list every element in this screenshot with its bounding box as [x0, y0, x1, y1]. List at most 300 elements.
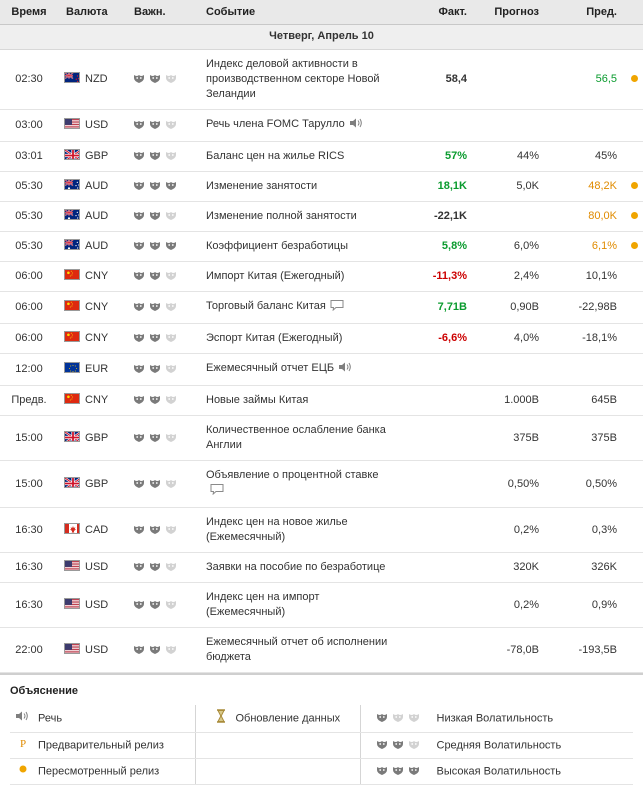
event-currency [58, 292, 126, 324]
event-forecast: 375B [475, 416, 547, 461]
flag-icon [64, 431, 80, 442]
event-forecast: -78,0B [475, 628, 547, 673]
event-importance [126, 232, 198, 262]
event-currency [58, 110, 126, 142]
volatility-bulls [375, 711, 437, 726]
event-name: Торговый баланс Китая [206, 300, 326, 312]
event-time: 22:00 [0, 628, 58, 673]
preliminary-release-icon [12, 737, 34, 754]
volatility-bull-icon [148, 240, 162, 252]
event-actual [403, 416, 475, 461]
volatility-bull-icon [148, 332, 162, 344]
currency-code: EUR [85, 363, 109, 375]
event-previous: 80,0K [547, 202, 625, 232]
event-forecast: 6,0% [475, 232, 547, 262]
event-previous: 326K [547, 553, 625, 583]
event-name: Эспорт Китая (Ежегодный) [206, 332, 343, 344]
event-time: 06:00 [0, 292, 58, 324]
event-marker-cell [625, 202, 643, 232]
event-importance [126, 583, 198, 628]
volatility-bull-icon [164, 119, 178, 131]
event-importance [126, 386, 198, 416]
event-time: 02:30 [0, 50, 58, 110]
event-actual [403, 508, 475, 553]
event-importance [126, 50, 198, 110]
table-row[interactable] [0, 50, 643, 110]
currency-code: USD [85, 598, 109, 611]
event-importance [126, 628, 198, 673]
event-previous: 10,1% [547, 262, 625, 292]
event-time: 03:00 [0, 110, 58, 142]
flag-icon [64, 560, 80, 571]
volatility-bull-icon [164, 240, 178, 252]
volatility-bull-icon [132, 394, 146, 406]
legend-label: Обновление данных [235, 712, 341, 725]
event-importance [126, 110, 198, 142]
event-name: Изменение полной занятости [206, 210, 357, 222]
flag-icon [64, 300, 80, 311]
event-name-cell[interactable] [198, 461, 403, 508]
event-currency [58, 324, 126, 354]
flag-icon [64, 179, 80, 190]
event-actual [403, 386, 475, 416]
event-previous: 0,3% [547, 508, 625, 553]
event-name: Баланс цен на жилье RICS [206, 150, 345, 162]
currency-code: USD [85, 561, 109, 573]
event-previous: 56,5 [547, 50, 625, 110]
volatility-bull-icon [148, 210, 162, 222]
volatility-bull-icon [132, 644, 146, 656]
legend-item [360, 705, 633, 733]
currency-code: GBP [85, 431, 109, 444]
day-label: Четверг, Апрель 10 [0, 25, 643, 50]
volatility-bull-icon [164, 150, 178, 162]
legend-title: Объяснение [10, 685, 79, 697]
event-currency [58, 583, 126, 628]
comment-icon[interactable] [210, 483, 224, 500]
event-name-cell[interactable] [198, 628, 403, 673]
currency-code: CNY [85, 332, 109, 344]
event-time: 16:30 [0, 508, 58, 553]
event-forecast: 2,4% [475, 262, 547, 292]
event-name-cell[interactable] [198, 142, 403, 172]
volatility-bull-icon [132, 599, 146, 611]
currency-code: AUD [85, 180, 109, 192]
event-name-cell[interactable] [198, 172, 403, 202]
event-previous: -193,5B [547, 628, 625, 673]
event-name-cell[interactable] [198, 583, 403, 628]
volatility-bull-icon [132, 270, 146, 282]
event-currency [58, 50, 126, 110]
volatility-bull-icon [132, 432, 146, 444]
event-time: 06:00 [0, 324, 58, 354]
table-row[interactable] [0, 202, 643, 232]
event-time: 06:00 [0, 262, 58, 292]
table-row[interactable] [0, 416, 643, 461]
event-forecast: 44% [475, 142, 547, 172]
hourglass-icon [210, 709, 232, 728]
table-row[interactable] [0, 508, 643, 553]
event-actual [403, 354, 475, 386]
event-forecast [475, 354, 547, 386]
revised-release-icon [631, 212, 638, 219]
volatility-bull-icon [148, 524, 162, 536]
event-name: Индекс деловой активности в производственном секторе Новой Зеландии [206, 58, 380, 100]
volatility-bull-icon [132, 363, 146, 375]
currency-code: USD [85, 119, 109, 131]
event-time: 15:00 [0, 461, 58, 508]
event-previous: 375B [547, 416, 625, 461]
volatility-bull-icon [164, 270, 178, 282]
event-previous [547, 354, 625, 386]
currency-code: CNY [85, 270, 109, 282]
event-actual: -22,1K [403, 202, 475, 232]
legend-label: Предварительный релиз [38, 739, 164, 752]
event-name-cell[interactable] [198, 553, 403, 583]
flag-icon [64, 118, 80, 129]
flag-icon [64, 477, 80, 488]
volatility-bull-icon [148, 394, 162, 406]
day-separator-row [0, 25, 643, 50]
speech-icon [12, 710, 34, 727]
volatility-bull-icon [132, 478, 146, 490]
volatility-bull-icon [148, 561, 162, 573]
legend-row [10, 759, 633, 785]
event-currency [58, 232, 126, 262]
event-previous: -22,98B [547, 292, 625, 324]
legend-label: Пересмотренный релиз [38, 765, 160, 778]
volatility-bull-icon [164, 432, 178, 444]
legend-label: Высокая Волатильность [436, 765, 561, 778]
currency-code: CNY [85, 301, 109, 313]
event-name-cell[interactable] [198, 416, 403, 461]
event-name: Изменение занятости [206, 180, 318, 192]
volatility-bull-icon [148, 301, 162, 313]
event-marker-cell [625, 50, 643, 110]
event-currency [58, 202, 126, 232]
column-header-forecast[interactable]: Прогноз [475, 0, 547, 25]
event-importance [126, 292, 198, 324]
volatility-bull-icon [148, 150, 162, 162]
event-importance [126, 354, 198, 386]
legend-item [360, 759, 633, 785]
event-actual: 18,1K [403, 172, 475, 202]
volatility-bull-icon [375, 765, 389, 777]
volatility-bull-icon [391, 712, 405, 724]
table-row[interactable] [0, 110, 643, 142]
volatility-bull-icon [407, 765, 421, 777]
event-name-cell[interactable] [198, 292, 403, 324]
event-marker-cell [625, 292, 643, 324]
event-name: Импорт Китая (Ежегодный) [206, 270, 345, 282]
speech-icon[interactable] [338, 361, 352, 378]
event-forecast: 4,0% [475, 324, 547, 354]
event-actual: -6,6% [403, 324, 475, 354]
volatility-bull-icon [148, 73, 162, 85]
table-row[interactable] [0, 262, 643, 292]
event-currency [58, 386, 126, 416]
volatility-bull-icon [148, 644, 162, 656]
legend-item [10, 759, 195, 785]
flag-icon [64, 149, 80, 160]
event-marker-cell [625, 324, 643, 354]
currency-code: AUD [85, 240, 109, 252]
legend-label: Средняя Волатильность [436, 739, 562, 752]
legend-item-empty [195, 733, 360, 759]
volatility-bull-icon [132, 332, 146, 344]
volatility-bull-icon [132, 240, 146, 252]
event-time: 05:30 [0, 202, 58, 232]
legend-table [10, 705, 633, 785]
event-previous: 0,50% [547, 461, 625, 508]
event-actual [403, 583, 475, 628]
event-marker-cell [625, 110, 643, 142]
volatility-bull-icon [164, 394, 178, 406]
event-name: Коэффициент безработицы [206, 240, 349, 252]
column-header-importance[interactable]: Важн. [126, 0, 198, 25]
event-name-cell[interactable] [198, 508, 403, 553]
event-name: Индекс цен на новое жилье (Ежемесячный) [206, 516, 348, 543]
event-name-cell[interactable] [198, 50, 403, 110]
volatility-bull-icon [164, 73, 178, 85]
table-row[interactable] [0, 232, 643, 262]
volatility-bull-icon [375, 712, 389, 724]
table-row[interactable] [0, 386, 643, 416]
volatility-bull-icon [132, 73, 146, 85]
event-name: Количественное ослабление банка Англии [206, 424, 386, 451]
table-row[interactable] [0, 461, 643, 508]
event-marker-cell [625, 628, 643, 673]
event-name-cell[interactable] [198, 110, 403, 142]
event-name: Новые займы Китая [206, 394, 309, 406]
event-marker-cell [625, 508, 643, 553]
table-row[interactable] [0, 354, 643, 386]
volatility-bull-icon [164, 599, 178, 611]
volatility-bull-icon [148, 119, 162, 131]
table-row[interactable] [0, 324, 643, 354]
table-row[interactable] [0, 142, 643, 172]
volatility-bull-icon [148, 432, 162, 444]
table-row[interactable] [0, 628, 643, 673]
flag-icon [64, 331, 80, 342]
legend-row [10, 705, 633, 733]
currency-code: GBP [85, 150, 109, 162]
event-time: 12:00 [0, 354, 58, 386]
volatility-bull-icon [164, 301, 178, 313]
event-forecast: 5,0K [475, 172, 547, 202]
event-currency [58, 172, 126, 202]
volatility-bull-icon [132, 180, 146, 192]
event-time: 15:00 [0, 416, 58, 461]
column-header-event[interactable]: Событие [198, 0, 403, 25]
flag-icon [64, 643, 80, 654]
revised-release-icon [631, 75, 638, 82]
event-currency [58, 508, 126, 553]
volatility-bulls [375, 738, 437, 753]
event-actual: 7,71B [403, 292, 475, 324]
revised-release-icon [12, 763, 34, 780]
column-header-time[interactable]: Время [0, 0, 58, 25]
event-name-cell[interactable] [198, 232, 403, 262]
revised-release-icon [631, 182, 638, 189]
event-marker-cell [625, 461, 643, 508]
flag-icon [64, 393, 80, 404]
legend-section [0, 673, 643, 791]
event-name-cell[interactable] [198, 324, 403, 354]
table-row[interactable] [0, 553, 643, 583]
event-previous: 645B [547, 386, 625, 416]
event-name: Объявление о процентной ставке [206, 469, 379, 481]
event-name: Заявки на пособие по безработице [206, 561, 386, 573]
table-row[interactable] [0, 583, 643, 628]
event-importance [126, 461, 198, 508]
event-importance [126, 324, 198, 354]
event-importance [126, 262, 198, 292]
currency-code: NZD [85, 73, 108, 85]
table-body [0, 25, 643, 673]
volatility-bull-icon [164, 210, 178, 222]
event-marker-cell [625, 416, 643, 461]
volatility-bull-icon [148, 270, 162, 282]
volatility-bull-icon [132, 210, 146, 222]
volatility-bull-icon [164, 644, 178, 656]
event-time: 16:30 [0, 583, 58, 628]
event-previous: 45% [547, 142, 625, 172]
event-name: Речь члена FOMC Тарулло [206, 118, 345, 130]
volatility-bull-icon [132, 524, 146, 536]
event-importance [126, 172, 198, 202]
volatility-bull-icon [148, 180, 162, 192]
event-currency [58, 142, 126, 172]
event-name-cell[interactable] [198, 262, 403, 292]
event-marker-cell [625, 553, 643, 583]
event-name-cell[interactable] [198, 354, 403, 386]
volatility-bull-icon [148, 599, 162, 611]
event-currency [58, 553, 126, 583]
column-header-currency[interactable]: Валюта [58, 0, 126, 25]
volatility-bull-icon [148, 478, 162, 490]
column-header-spacer [625, 0, 643, 25]
event-actual: -11,3% [403, 262, 475, 292]
event-previous: 48,2K [547, 172, 625, 202]
flag-icon [64, 523, 80, 534]
event-name-cell[interactable] [198, 386, 403, 416]
event-currency [58, 416, 126, 461]
event-actual [403, 461, 475, 508]
event-previous: 0,9% [547, 583, 625, 628]
event-marker-cell [625, 142, 643, 172]
legend-row [10, 733, 633, 759]
event-time: Предв. [0, 386, 58, 416]
volatility-bull-icon [148, 363, 162, 375]
table-row[interactable] [0, 172, 643, 202]
flag-icon [64, 269, 80, 280]
comment-icon[interactable] [330, 299, 344, 316]
event-forecast: 0,90B [475, 292, 547, 324]
event-marker-cell [625, 172, 643, 202]
event-importance [126, 508, 198, 553]
event-time: 05:30 [0, 232, 58, 262]
event-forecast: 0,50% [475, 461, 547, 508]
flag-icon [64, 598, 80, 609]
legend-item [10, 733, 195, 759]
event-actual [403, 628, 475, 673]
event-currency [58, 461, 126, 508]
legend-label: Низкая Волатильность [436, 712, 554, 725]
volatility-bull-icon [407, 712, 421, 724]
event-currency [58, 354, 126, 386]
event-previous [547, 110, 625, 142]
volatility-bull-icon [164, 524, 178, 536]
event-forecast: 0,2% [475, 583, 547, 628]
event-marker-cell [625, 354, 643, 386]
volatility-bull-icon [132, 150, 146, 162]
legend-item [195, 705, 360, 733]
speech-icon[interactable] [349, 117, 363, 134]
event-importance [126, 202, 198, 232]
event-actual: 58,4 [403, 50, 475, 110]
event-forecast: 1.000B [475, 386, 547, 416]
legend-label: Речь [38, 712, 63, 725]
event-marker-cell [625, 262, 643, 292]
event-importance [126, 416, 198, 461]
event-time: 16:30 [0, 553, 58, 583]
event-name-cell[interactable] [198, 202, 403, 232]
event-name: Ежемесячный отчет ЕЦБ [206, 362, 335, 374]
event-forecast [475, 110, 547, 142]
event-time: 03:01 [0, 142, 58, 172]
column-header-actual[interactable]: Факт. [403, 0, 475, 25]
event-name: Ежемесячный отчет об исполнении бюджета [206, 636, 388, 663]
legend-item [360, 733, 633, 759]
currency-code: GBP [85, 477, 109, 490]
flag-icon [64, 209, 80, 220]
event-previous: -18,1% [547, 324, 625, 354]
event-importance [126, 553, 198, 583]
event-forecast [475, 202, 547, 232]
svg-text:P: P [19, 738, 27, 749]
event-previous: 6,1% [547, 232, 625, 262]
event-currency [58, 262, 126, 292]
volatility-bull-icon [164, 478, 178, 490]
event-importance [126, 142, 198, 172]
flag-icon [64, 362, 80, 373]
event-forecast: 320K [475, 553, 547, 583]
event-marker-cell [625, 386, 643, 416]
volatility-bull-icon [132, 119, 146, 131]
table-row[interactable] [0, 292, 643, 324]
volatility-bull-icon [164, 332, 178, 344]
column-header-previous[interactable]: Пред. [547, 0, 625, 25]
legend-item [10, 705, 195, 733]
volatility-bull-icon [132, 301, 146, 313]
event-forecast [475, 50, 547, 110]
event-currency [58, 628, 126, 673]
legend-item-empty [195, 759, 360, 785]
currency-code: CAD [85, 523, 109, 536]
volatility-bull-icon [164, 561, 178, 573]
volatility-bulls [375, 764, 437, 779]
event-actual: 5,8% [403, 232, 475, 262]
event-actual [403, 110, 475, 142]
table-header [0, 0, 643, 25]
flag-icon [64, 239, 80, 250]
currency-code: CNY [85, 394, 109, 406]
event-actual [403, 553, 475, 583]
currency-code: AUD [85, 210, 109, 222]
event-marker-cell [625, 583, 643, 628]
revised-release-icon [631, 242, 638, 249]
